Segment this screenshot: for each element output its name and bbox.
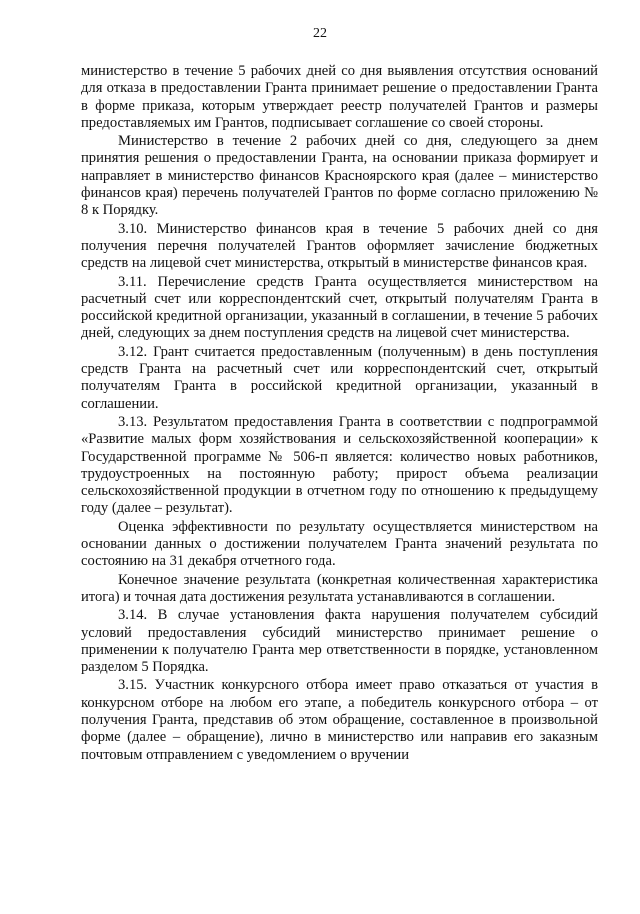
paragraph-ministry-list: Министерство в течение 2 рабочих дней со дня, следующего за днем принятия решения о предоставлении Гранта, на основании приказа формирует и направляет в министерство финансов Красноярского края (далее – министерство финансов края) перечень получателей Грантов по форме согласно приложению № 8 к Порядку.	[81, 133, 598, 219]
document-body	[81, 63, 598, 765]
paragraph-final-value: Конечное значение результата (конкретная количественная характеристика итога) и точная дата достижения результата устанавливаются в соглашении.	[81, 571, 598, 605]
paragraph-continuation: министерство в течение 5 рабочих дней со дня выявления отсутствия оснований для отказа в предоставлении Гранта принимает решение о предоставлении Гранта в форме приказа, которым утверждает реестр получателей Грантов и размеры предоставляемых им Грантов, подписывает соглашение со своей стороны.	[81, 63, 598, 131]
paragraph-3-12: 3.12. Грант считается предоставленным (полученным) в день поступления средств Гранта на расчетный счет или корреспондентский счет, открытый получателям Гранта в российской кредитной организации, указанный в соглашении.	[81, 343, 598, 412]
paragraph-3-15: 3.15. Участник конкурсного отбора имеет право отказаться от участия в конкурсном отборе на любом его этапе, а победитель конкурсного отбора – от получения Гранта, представив об этом обращение, составленное в произвольной форме (далее – обращение), лично в министерство или направив его заказным почтовым отправлением с уведомлением о вручении	[81, 677, 598, 763]
page-number: 22	[313, 26, 327, 41]
paragraph-3-10: 3.10. Министерство финансов края в течение 5 рабочих дней со дня получения перечня получателей Грантов оформляет зачисление бюджетных средств на лицевой счет министерства, открытый в министерстве финансов края.	[81, 220, 598, 272]
paragraph-3-14: 3.14. В случае установления факта нарушения получателем субсидий условий предоставления субсидий министерство принимает решение о применении к получателю Гранта мер ответственности в порядке, установленном разделом 5 Порядка.	[81, 607, 598, 676]
paragraph-evaluation: Оценка эффективности по результату осуществляется министерством на основании данных о достижении получателем Гранта значений результата по состоянию на 31 декабря отчетного года.	[81, 518, 598, 570]
paragraph-3-13: 3.13. Результатом предоставления Гранта в соответствии с подпрограммой «Развитие малых форм хозяйствования и сельскохозяйственной кооперации» к Государственной программе № 506-п является: количество новых работников, трудоустроенных на постоянную работу; прирост объема реализации сельскохозяйственной продукции в отчетном году по отношению к предыдущему году (далее – результат).	[81, 413, 598, 517]
paragraph-3-11: 3.11. Перечисление средств Гранта осуществляется министерством на расчетный счет или корреспондентский счет, открытый получателям Гранта в российской кредитной организации, указанный в соглашении, в течение 5 рабочих дней, следующих за днем поступления средств на лицевой счет министерства.	[81, 273, 598, 342]
